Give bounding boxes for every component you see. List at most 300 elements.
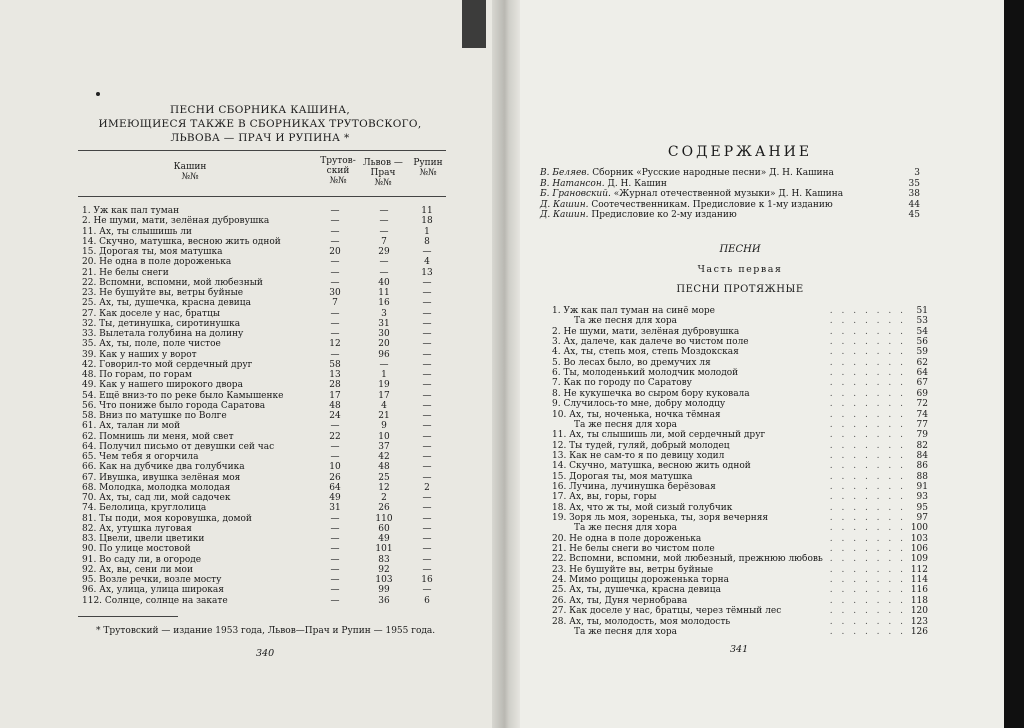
song-entry — [552, 461, 928, 472]
lvov-number: 3 — [381, 308, 387, 319]
leader-dots: . . . . . . . — [829, 616, 906, 627]
song-entry — [552, 441, 928, 452]
lvov-number: 19 — [378, 380, 390, 391]
song-page: 114 — [910, 575, 928, 586]
contents-page: 44 — [908, 199, 920, 210]
lvov-number: 9 — [381, 421, 387, 432]
song-title: 11. Ах, ты слышишь ли, мой сердечный друг — [552, 430, 769, 441]
trutovsky-number: 22 — [329, 431, 341, 442]
rupin-number: — — [422, 288, 432, 298]
header-trutovsky: Трутов- ский №№ — [320, 156, 356, 186]
trutovsky-number: — — [330, 329, 340, 339]
trutovsky-number: 58 — [329, 359, 341, 370]
lvov-number: 96 — [378, 349, 390, 360]
song-title: 27. Как доселе у нас, братцы, через тёмный лес — [552, 606, 785, 617]
trutovsky-number: — — [330, 564, 340, 575]
song-page: 54 — [916, 326, 928, 337]
song-page: 123 — [910, 616, 928, 627]
rupin-number: — — [422, 359, 432, 370]
leader-dots: . . . . . . . — [829, 481, 906, 492]
song-page: 56 — [916, 337, 928, 348]
leader-dots: . . . . . . . — [829, 626, 906, 637]
leader-dots: . . . . . . . — [829, 606, 906, 617]
lvov-number: 110 — [375, 513, 393, 524]
song-title: 22. Вспомни, вспомни, мой любезный, прежнюю любовь — [552, 554, 827, 565]
table-row — [82, 350, 446, 360]
table-row — [82, 452, 446, 462]
song-page: 53 — [916, 316, 928, 327]
lvov-number: 48 — [378, 462, 390, 473]
song-title: 49. Как у нашего широкого двора — [82, 380, 243, 391]
lvov-number: 26 — [378, 503, 390, 514]
contents-text: Д. Н. Кашин — [607, 178, 667, 189]
song-entry — [552, 430, 928, 441]
song-title: 90. По улице мостовой — [82, 544, 191, 555]
scan-blot — [462, 0, 486, 48]
lvov-number: 1 — [381, 370, 387, 380]
trutovsky-number: 7 — [332, 298, 338, 309]
page-number-right: 341 — [730, 644, 749, 655]
song-title: 13. Как не сам-то я по девицу ходил — [552, 451, 728, 462]
leader-dots: . . . . . . . — [829, 533, 906, 544]
trutovsky-number: — — [330, 513, 340, 524]
lvov-number: 10 — [378, 431, 390, 442]
song-title: 54. Ещё вниз-то по реке было Камышенке — [82, 390, 284, 401]
rupin-number: — — [422, 534, 432, 544]
table-row — [82, 575, 446, 585]
rupin-number: — — [422, 349, 432, 360]
left-title-line-2: ИМЕЮЩИЕСЯ ТАКЖЕ В СБОРНИКАХ ТРУТОВСКОГО, — [98, 118, 422, 130]
contents-page: 45 — [908, 210, 920, 220]
song-title: 83. Цвели, цвели цветики — [82, 534, 205, 544]
table-row — [82, 596, 446, 606]
table-row — [82, 442, 446, 452]
lvov-number: 17 — [378, 390, 390, 401]
lvov-number: — — [379, 257, 389, 268]
trutovsky-number: — — [330, 523, 340, 534]
contents-author: В. Натансон. — [540, 178, 605, 189]
table-row — [82, 268, 446, 278]
song-page: 126 — [910, 626, 928, 637]
song-title: 21. Не белы снеги — [82, 267, 169, 278]
part-heading: Часть первая — [697, 264, 783, 275]
song-page: 59 — [916, 347, 928, 358]
leader-dots: . . . . . . . — [829, 471, 906, 482]
trutovsky-number: 20 — [329, 247, 341, 257]
song-entry — [552, 316, 928, 327]
song-page: 103 — [910, 533, 928, 544]
contents-text: «Журнал отечественной музыки» Д. Н. Кашина — [613, 189, 844, 199]
ink-dot — [96, 92, 100, 96]
rupin-number: — — [422, 431, 432, 442]
leader-dots: . . . . . . . — [829, 513, 906, 523]
rupin-number: — — [422, 339, 432, 350]
song-title: 15. Дорогая ты, моя матушка — [552, 472, 697, 483]
leader-dots: . . . . . . . — [829, 409, 906, 420]
table-row — [82, 411, 446, 421]
contents-page: 35 — [908, 178, 920, 189]
song-title: 25. Ах, ты, душечка, красна девица — [552, 585, 725, 596]
song-entry — [552, 492, 928, 503]
lvov-number: 11 — [378, 288, 390, 298]
rupin-number: — — [422, 380, 432, 391]
song-entry — [552, 378, 928, 389]
lvov-number: 25 — [378, 472, 390, 483]
trutovsky-number: — — [330, 318, 340, 329]
contents-page: 3 — [914, 168, 920, 178]
rupin-number: 11 — [421, 206, 433, 216]
contents-page: 38 — [908, 189, 920, 199]
rupin-number: — — [422, 298, 432, 309]
song-entry — [552, 627, 928, 638]
song-page: 82 — [916, 440, 928, 451]
rupin-number: — — [422, 585, 432, 596]
song-entry — [552, 544, 928, 555]
song-title: 18. Ах, что ж ты, мой сизый голубчик — [552, 503, 736, 514]
leader-dots: . . . . . . . — [829, 357, 906, 368]
song-page: 100 — [910, 523, 928, 534]
table-top-rule — [78, 150, 446, 151]
song-page: 118 — [910, 595, 928, 606]
rupin-number: — — [422, 544, 432, 555]
header-rupin: Рупин №№ — [413, 158, 443, 178]
song-page: 112 — [910, 564, 928, 575]
song-title: 7. Как по городу по Саратову — [552, 378, 696, 389]
song-title: 1. Уж как пал туман на синё море — [552, 306, 719, 317]
song-title: 70. Ах, ты, сад ли, мой садочек — [82, 493, 231, 503]
leader-dots: . . . . . . . — [829, 595, 906, 606]
section-heading: ПЕСНИ ПРОТЯЖНЫЕ — [676, 284, 804, 295]
table-row — [82, 544, 446, 554]
rupin-number: — — [422, 472, 432, 483]
table-row — [82, 421, 446, 431]
trutovsky-number: 26 — [329, 472, 341, 483]
song-title: Та же песня для хора — [574, 420, 681, 431]
songs-heading: ПЕСНИ — [719, 244, 761, 255]
page-number-left: 340 — [256, 648, 275, 659]
table-row — [82, 462, 446, 472]
lvov-number: 103 — [375, 575, 393, 585]
song-page: 51 — [916, 306, 928, 316]
contents-author: В. Беляев. — [540, 168, 590, 178]
table-row — [82, 247, 446, 257]
song-page: 109 — [910, 554, 928, 565]
song-entry — [552, 482, 928, 493]
song-title: Та же песня для хора — [574, 523, 681, 534]
table-row — [82, 524, 446, 534]
song-entry — [552, 389, 928, 400]
song-title: 66. Как на дубчике два голубчика — [82, 462, 245, 473]
song-page: 95 — [916, 502, 928, 513]
rupin-number: — — [422, 523, 432, 534]
song-title: 14. Скучно, матушка, весною жить одной — [552, 461, 755, 472]
song-title: 56. Что пониже было города Саратова — [82, 400, 266, 411]
song-entry — [552, 585, 928, 596]
table-row — [82, 493, 446, 503]
trutovsky-number: — — [330, 226, 340, 237]
song-title: 1. Уж как пал туман — [82, 206, 180, 216]
rupin-number: — — [422, 554, 432, 565]
leader-dots: . . . . . . . — [829, 461, 906, 472]
song-title: 19. Зоря ль моя, зоренька, ты, зоря вечерняя — [552, 513, 772, 524]
song-entry — [552, 399, 928, 410]
leader-dots: . . . . . . . — [829, 554, 906, 565]
song-page: 116 — [910, 585, 928, 596]
leader-dots: . . . . . . . — [829, 419, 906, 430]
song-title: 65. Чем тебя я огорчила — [82, 452, 199, 462]
song-entry — [552, 554, 928, 565]
trutovsky-number: 64 — [329, 482, 341, 493]
left-title-line-3: ЛЬВОВА — ПРАЧ И РУПИНА * — [170, 132, 350, 144]
trutovsky-number: — — [330, 534, 340, 544]
table-row — [82, 360, 446, 370]
table-row — [82, 237, 446, 247]
rupin-number: — — [422, 503, 432, 514]
song-entry — [552, 472, 928, 483]
trutovsky-number: 49 — [329, 493, 341, 503]
lvov-number: — — [379, 359, 389, 370]
song-title: 2. Не шуми, мати, зелёная дубровушка — [552, 327, 743, 338]
table-row — [82, 555, 446, 565]
lvov-number: 49 — [378, 534, 390, 544]
song-page: 88 — [916, 471, 928, 482]
table-row — [82, 432, 446, 442]
song-title: 92. Ах, вы, сени ли мои — [82, 564, 193, 575]
song-title: 67. Ивушка, ивушка зелёная моя — [82, 472, 241, 483]
rupin-number: — — [422, 564, 432, 575]
song-title: 24. Мимо рощицы дороженька торна — [552, 575, 733, 586]
leader-dots: . . . . . . . — [829, 326, 906, 337]
song-title: 23. Не бушуйте вы, ветры буйные — [552, 565, 717, 576]
song-title: 68. Молодка, молодка молодая — [82, 482, 231, 493]
song-page: 72 — [916, 399, 928, 410]
rupin-number: 4 — [424, 257, 430, 268]
table-row — [82, 329, 446, 339]
lvov-number: 20 — [378, 339, 390, 350]
song-title: 23. Не бушуйте вы, ветры буйные — [82, 288, 244, 298]
song-page: 97 — [916, 513, 928, 523]
table-row — [82, 380, 446, 390]
song-title: 39. Как у наших у ворот — [82, 349, 197, 360]
contents-entry — [540, 189, 920, 199]
song-page: 84 — [916, 450, 928, 461]
rupin-number: 13 — [421, 267, 433, 278]
song-title: 11. Ах, ты слышишь ли — [82, 226, 192, 237]
trutovsky-number: — — [330, 216, 340, 227]
table-row — [82, 309, 446, 319]
table-row — [82, 534, 446, 544]
song-entry — [552, 617, 928, 628]
song-title: 58. Вниз по матушке по Волге — [82, 411, 227, 421]
song-entry — [552, 513, 928, 524]
trutovsky-number: — — [330, 257, 340, 268]
trutovsky-number: — — [330, 267, 340, 278]
trutovsky-number: 24 — [329, 411, 341, 421]
song-title: 28. Ах, ты, молодость, моя молодость — [552, 617, 734, 628]
rupin-number: — — [422, 462, 432, 473]
leader-dots: . . . . . . . — [829, 378, 906, 389]
lvov-number: 101 — [375, 544, 393, 555]
rupin-number: — — [422, 513, 432, 524]
contents-text: Соотечественникам. Предисловие к 1-му изданию — [591, 199, 833, 210]
leader-dots: . . . . . . . — [829, 368, 906, 379]
song-title: Та же песня для хора — [574, 316, 681, 327]
song-page: 67 — [916, 378, 928, 389]
trutovsky-number: — — [330, 554, 340, 565]
trutovsky-number: 17 — [329, 390, 341, 401]
table-row — [82, 339, 446, 349]
song-entry — [552, 534, 928, 545]
table-row — [82, 288, 446, 298]
song-entry — [552, 451, 928, 462]
song-entry — [552, 575, 928, 586]
song-title: 17. Ах, вы, горы, горы — [552, 492, 661, 503]
trutovsky-number: 12 — [329, 339, 341, 350]
leader-dots: . . . . . . . — [829, 450, 906, 461]
song-entry — [552, 420, 928, 431]
rupin-number: — — [422, 452, 432, 462]
contents-author: Д. Кашин. — [540, 199, 589, 210]
footnote: * Трутовский — издание 1953 года, Львов—Прач и Рупин — 1955 года. — [96, 626, 436, 636]
contents-entry — [540, 168, 920, 178]
song-entry — [552, 523, 928, 534]
song-title: 32. Ты, детинушка, сиротинушка — [82, 318, 241, 329]
lvov-number: 2 — [381, 493, 387, 503]
contents-entry — [540, 200, 920, 210]
trutovsky-number: — — [330, 585, 340, 596]
leader-dots: . . . . . . . — [829, 347, 906, 358]
footnote-rule — [78, 616, 178, 617]
song-title: 9. Случилось-то мне, добру молодцу — [552, 399, 729, 410]
table-row — [82, 319, 446, 329]
book-gutter — [492, 0, 520, 728]
table-header-rule — [78, 196, 446, 197]
song-title: 96. Ах, улица, улица широкая — [82, 585, 224, 596]
left-title-line-1: ПЕСНИ СБОРНИКА КАШИНА, — [170, 104, 350, 116]
song-entry — [552, 565, 928, 576]
trutovsky-number: 48 — [329, 400, 341, 411]
lvov-number: — — [379, 267, 389, 278]
table-row — [82, 585, 446, 595]
rupin-number: — — [422, 247, 432, 257]
song-title: 15. Дорогая ты, моя матушка — [82, 247, 223, 257]
lvov-number: — — [379, 206, 389, 216]
lvov-number: 4 — [381, 400, 387, 411]
song-title: 33. Вылетала голубина на долину — [82, 329, 244, 339]
song-title: 2. Не шуми, мати, зелёная дубровушка — [82, 216, 270, 227]
song-title: 25. Ах, ты, душечка, красна девица — [82, 298, 251, 309]
song-title: 26. Ах, ты, Дуня чернобрава — [552, 596, 691, 607]
song-title: 22. Вспомни, вспомни, мой любезный — [82, 277, 263, 288]
trutovsky-number: — — [330, 206, 340, 216]
leader-dots: . . . . . . . — [829, 544, 906, 555]
contents-entry — [540, 210, 920, 220]
scan-edge — [1004, 0, 1024, 728]
song-title: 112. Солнце, солнце на закате — [82, 595, 228, 606]
rupin-number: — — [422, 493, 432, 503]
rupin-number: — — [422, 421, 432, 432]
song-title: 8. Не кукушечка во сыром бору куковала — [552, 389, 754, 400]
leader-dots: . . . . . . . — [829, 430, 906, 441]
song-title: 6. Ты, молоденький молодчик молодой — [552, 368, 742, 379]
table-row — [82, 227, 446, 237]
song-title: 3. Ах, далече, как далече во чистом поле — [552, 337, 753, 348]
trutovsky-number: — — [330, 349, 340, 360]
leader-dots: . . . . . . . — [829, 585, 906, 596]
rupin-number: 1 — [424, 226, 430, 237]
song-title: 4. Ах, ты, степь моя, степь Моздокская — [552, 347, 743, 358]
song-title: 12. Ты тудей, гуляй, добрый молодец — [552, 441, 734, 452]
lvov-number: 12 — [378, 482, 390, 493]
trutovsky-number: — — [330, 575, 340, 585]
song-title: 42. Говорил-то мой сердечный друг — [82, 359, 253, 370]
lvov-number: 60 — [378, 523, 390, 534]
song-title: 27. Как доселе у нас, братцы — [82, 308, 220, 319]
song-entry — [552, 410, 928, 421]
rupin-number: — — [422, 318, 432, 329]
lvov-number: 92 — [378, 564, 390, 575]
song-title: 62. Помнишь ли меня, мой свет — [82, 431, 234, 442]
lvov-number: 31 — [378, 318, 390, 329]
song-title: 81. Ты поди, моя коровушка, домой — [82, 513, 252, 524]
song-title: 35. Ах, ты, поле, поле чистое — [82, 339, 221, 350]
song-title: 64. Получил письмо от девушки сей час — [82, 441, 275, 452]
leader-dots: . . . . . . . — [829, 306, 906, 316]
trutovsky-number: 31 — [329, 503, 341, 514]
song-title: 95. Возле речки, возле мосту — [82, 575, 222, 585]
song-entry — [552, 327, 928, 338]
leader-dots: . . . . . . . — [829, 492, 906, 503]
lvov-number: — — [379, 216, 389, 227]
lvov-number: 99 — [378, 585, 390, 596]
song-page: 91 — [916, 481, 928, 492]
leader-dots: . . . . . . . — [829, 316, 906, 327]
trutovsky-number: — — [330, 236, 340, 247]
table-row — [82, 565, 446, 575]
trutovsky-number: 30 — [329, 288, 341, 298]
song-title: 20. Не одна в поле дороженька — [552, 534, 705, 545]
rupin-number: — — [422, 390, 432, 401]
leader-dots: . . . . . . . — [829, 440, 906, 451]
table-row — [82, 298, 446, 308]
song-title: 61. Ах, талан ли мой — [82, 421, 181, 432]
contents-author: Д. Кашин. — [540, 210, 589, 220]
leader-dots: . . . . . . . — [829, 388, 906, 399]
rupin-number: 8 — [424, 236, 430, 247]
rupin-number: — — [422, 277, 432, 288]
song-entry — [552, 503, 928, 514]
rupin-number: 16 — [421, 575, 433, 585]
song-page: 86 — [916, 461, 928, 472]
trutovsky-number: — — [330, 544, 340, 555]
trutovsky-number: — — [330, 277, 340, 288]
lvov-number: 30 — [378, 329, 390, 339]
song-title: 16. Лучина, лучинушка берёзовая — [552, 482, 720, 493]
table-row — [82, 257, 446, 267]
table-row — [82, 391, 446, 401]
rupin-number: — — [422, 400, 432, 411]
song-title: 74. Белолица, круглолица — [82, 503, 207, 514]
song-page: 77 — [916, 419, 928, 430]
song-title: 5. Во лесах было, во дремучих ля — [552, 358, 715, 369]
leader-dots: . . . . . . . — [829, 575, 906, 586]
table-row — [82, 401, 446, 411]
rupin-number: — — [422, 411, 432, 421]
trutovsky-number: 28 — [329, 380, 341, 391]
rupin-number: — — [422, 308, 432, 319]
song-entry — [552, 368, 928, 379]
contents-entry — [540, 179, 920, 189]
